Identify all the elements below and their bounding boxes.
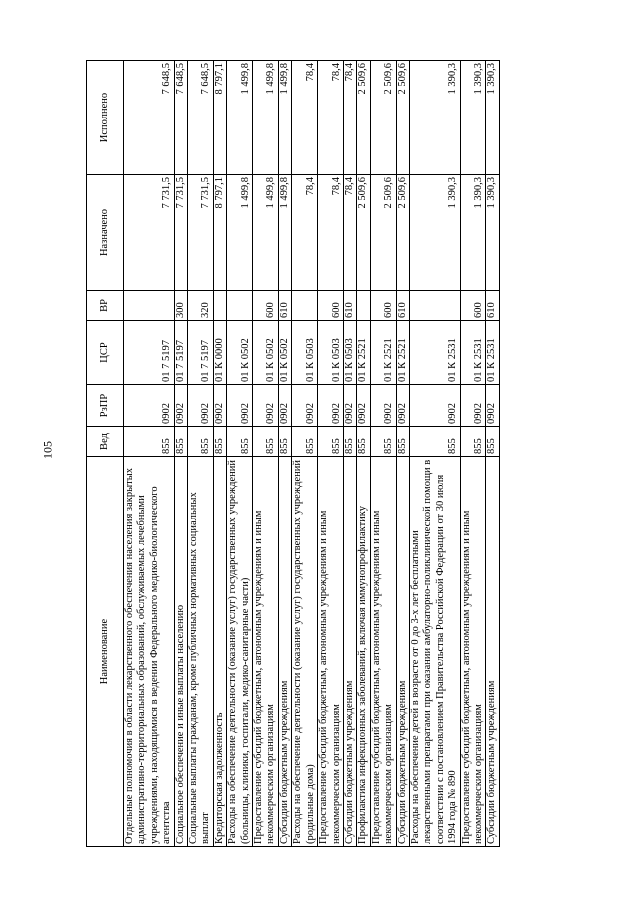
cell-name: Предоставление субсидий бюджетным, автономным учреждениям и иным некоммерческим организациям [370,457,396,847]
cell-rzpr: 0902 [486,385,499,427]
cell-name: Субсидии бюджетным учреждениям [343,457,356,847]
cell-ved: 855 [213,427,226,457]
cell-ved: 855 [253,427,279,457]
cell-vr [124,291,175,321]
header-assigned: Назначено [87,175,124,291]
cell-vr [213,291,226,321]
cell-vr: 600 [253,291,279,321]
cell-name: Расходы на обеспечение деятельности (оказание услуг) государственных учреждений (больницы, клиники, госпитали, медико-санитарные части) [227,457,253,847]
cell-vr [292,291,318,321]
cell-rzpr: 0902 [174,385,187,427]
cell-rzpr: 0902 [370,385,396,427]
cell-assigned: 8 797,1 [213,175,226,291]
table-row [460,61,486,847]
cell-csr: 01 К 2531 [460,321,486,385]
cell-assigned: 1 390,3 [460,175,486,291]
cell-vr [357,291,370,321]
page-number: 105 [40,441,55,459]
cell-assigned: 1 499,8 [253,175,279,291]
cell-executed: 2 509,6 [357,61,370,175]
cell-assigned: 1 499,8 [278,175,291,291]
cell-executed: 78,4 [343,61,356,175]
table-row [278,61,291,847]
cell-assigned: 1 499,8 [227,175,253,291]
cell-executed: 1 499,8 [253,61,279,175]
cell-vr: 600 [318,291,344,321]
cell-assigned: 1 390,3 [486,175,499,291]
cell-ved: 855 [460,427,486,457]
cell-csr: 01 К 2531 [409,321,460,385]
cell-executed: 7 648,5 [188,61,214,175]
cell-ved: 855 [318,427,344,457]
cell-ved: 855 [227,427,253,457]
cell-executed: 1 390,3 [409,61,460,175]
cell-executed: 1 390,3 [486,61,499,175]
cell-vr: 600 [460,291,486,321]
cell-vr [227,291,253,321]
cell-executed: 2 509,6 [370,61,396,175]
cell-csr: 01 К 0502 [278,321,291,385]
cell-ved: 855 [357,427,370,457]
cell-assigned: 1 390,3 [409,175,460,291]
cell-csr: 01 7 5197 [174,321,187,385]
cell-csr: 01 К 2521 [370,321,396,385]
cell-name: Предоставление субсидий бюджетным, автономным учреждениям и иным некоммерческим организациям [253,457,279,847]
cell-csr: 01 7 5197 [124,321,175,385]
cell-assigned: 78,4 [343,175,356,291]
cell-vr [409,291,460,321]
cell-name: Предоставление субсидий бюджетным, автономным учреждениям и иным некоммерческим организациям [460,457,486,847]
cell-vr: 610 [486,291,499,321]
cell-vr: 320 [188,291,214,321]
cell-csr: 01 К 0502 [253,321,279,385]
cell-csr: 01 К 0000 [213,321,226,385]
cell-csr: 01 К 0503 [292,321,318,385]
cell-vr: 600 [370,291,396,321]
table-row [343,61,356,847]
cell-ved: 855 [188,427,214,457]
cell-csr: 01 К 0503 [343,321,356,385]
table-row [357,61,370,847]
header-rzpr: РзПР [87,385,124,427]
table-row [486,61,499,847]
cell-name: Кредиторская задолженность [213,457,226,847]
cell-name: Предоставление субсидий бюджетным, автономным учреждениям и иным некоммерческим организациям [318,457,344,847]
cell-name: Отдельные полномочия в области лекарственного обеспечения населения закрытых административно-территориальных образований, обслуживаемых лечебными учреждениями, находящимися в ведении Федерального медико-биологического агентства [124,457,175,847]
table-body [124,61,500,847]
cell-name: Расходы на обеспечение деятельности (оказание услуг) государственных учреждений (родильные дома) [292,457,318,847]
cell-vr: 610 [396,291,409,321]
table-row [188,61,214,847]
cell-rzpr: 0902 [124,385,175,427]
header-ved: Вед [87,427,124,457]
table-row [227,61,253,847]
cell-rzpr: 0902 [409,385,460,427]
cell-ved: 855 [124,427,175,457]
cell-name: Профилактика инфекционных заболеваний, включая иммунопрофилактику [357,457,370,847]
cell-rzpr: 0902 [357,385,370,427]
cell-executed: 78,4 [318,61,344,175]
cell-executed: 7 648,5 [174,61,187,175]
table-row [370,61,396,847]
header-csr: ЦСР [87,321,124,385]
cell-executed: 8 797,1 [213,61,226,175]
cell-assigned: 78,4 [292,175,318,291]
cell-name: Субсидии бюджетным учреждениям [278,457,291,847]
cell-ved: 855 [396,427,409,457]
cell-rzpr: 0902 [460,385,486,427]
table-row [292,61,318,847]
cell-assigned: 2 509,6 [396,175,409,291]
cell-assigned: 7 731,5 [174,175,187,291]
cell-executed: 1 390,3 [460,61,486,175]
cell-rzpr: 0902 [213,385,226,427]
cell-rzpr: 0902 [278,385,291,427]
cell-ved: 855 [486,427,499,457]
cell-vr: 610 [278,291,291,321]
table-row [409,61,460,847]
table-row [213,61,226,847]
header-vr: ВР [87,291,124,321]
header-name: Наименование [87,457,124,847]
table-row [396,61,409,847]
cell-rzpr: 0902 [292,385,318,427]
cell-csr: 01 К 0503 [318,321,344,385]
cell-rzpr: 0902 [318,385,344,427]
cell-executed: 1 499,8 [227,61,253,175]
table-row [174,61,187,847]
cell-vr: 300 [174,291,187,321]
cell-executed: 7 648,5 [124,61,175,175]
cell-assigned: 7 731,5 [124,175,175,291]
cell-ved: 855 [174,427,187,457]
cell-executed: 2 509,6 [396,61,409,175]
cell-rzpr: 0902 [343,385,356,427]
cell-executed: 78,4 [292,61,318,175]
budget-table [86,60,500,847]
cell-csr: 01 К 2521 [396,321,409,385]
cell-ved: 855 [409,427,460,457]
header-executed: Исполнено [87,61,124,175]
table-row [253,61,279,847]
cell-ved: 855 [292,427,318,457]
table-header-row [87,61,124,847]
cell-csr: 01 К 2521 [357,321,370,385]
cell-assigned: 2 509,6 [370,175,396,291]
cell-executed: 1 499,8 [278,61,291,175]
cell-name: Социальные выплаты гражданам, кроме публичных нормативных социальных выплат [188,457,214,847]
cell-csr: 01 7 5197 [188,321,214,385]
cell-assigned: 78,4 [318,175,344,291]
cell-name: Социальное обеспечение и иные выплаты населению [174,457,187,847]
cell-rzpr: 0902 [396,385,409,427]
table-row [124,61,175,847]
cell-rzpr: 0902 [188,385,214,427]
cell-name: Расходы на обеспечение детей в возрасте от 0 до 3-х лет бесплатными лекарственными препаратами при оказании амбулаторно-поликлинической помощи в соответствии с постановлением Правительства Российской Федерации от 30 июля 1994 года № 890 [409,457,460,847]
cell-ved: 855 [343,427,356,457]
cell-assigned: 7 731,5 [188,175,214,291]
table-row [318,61,344,847]
rotated-table-container [86,61,539,847]
cell-rzpr: 0902 [253,385,279,427]
cell-vr: 610 [343,291,356,321]
cell-name: Субсидии бюджетным учреждениям [486,457,499,847]
cell-ved: 855 [370,427,396,457]
cell-csr: 01 К 2531 [486,321,499,385]
cell-csr: 01 К 0502 [227,321,253,385]
cell-ved: 855 [278,427,291,457]
cell-name: Субсидии бюджетным учреждениям [396,457,409,847]
cell-rzpr: 0902 [227,385,253,427]
cell-assigned: 2 509,6 [357,175,370,291]
